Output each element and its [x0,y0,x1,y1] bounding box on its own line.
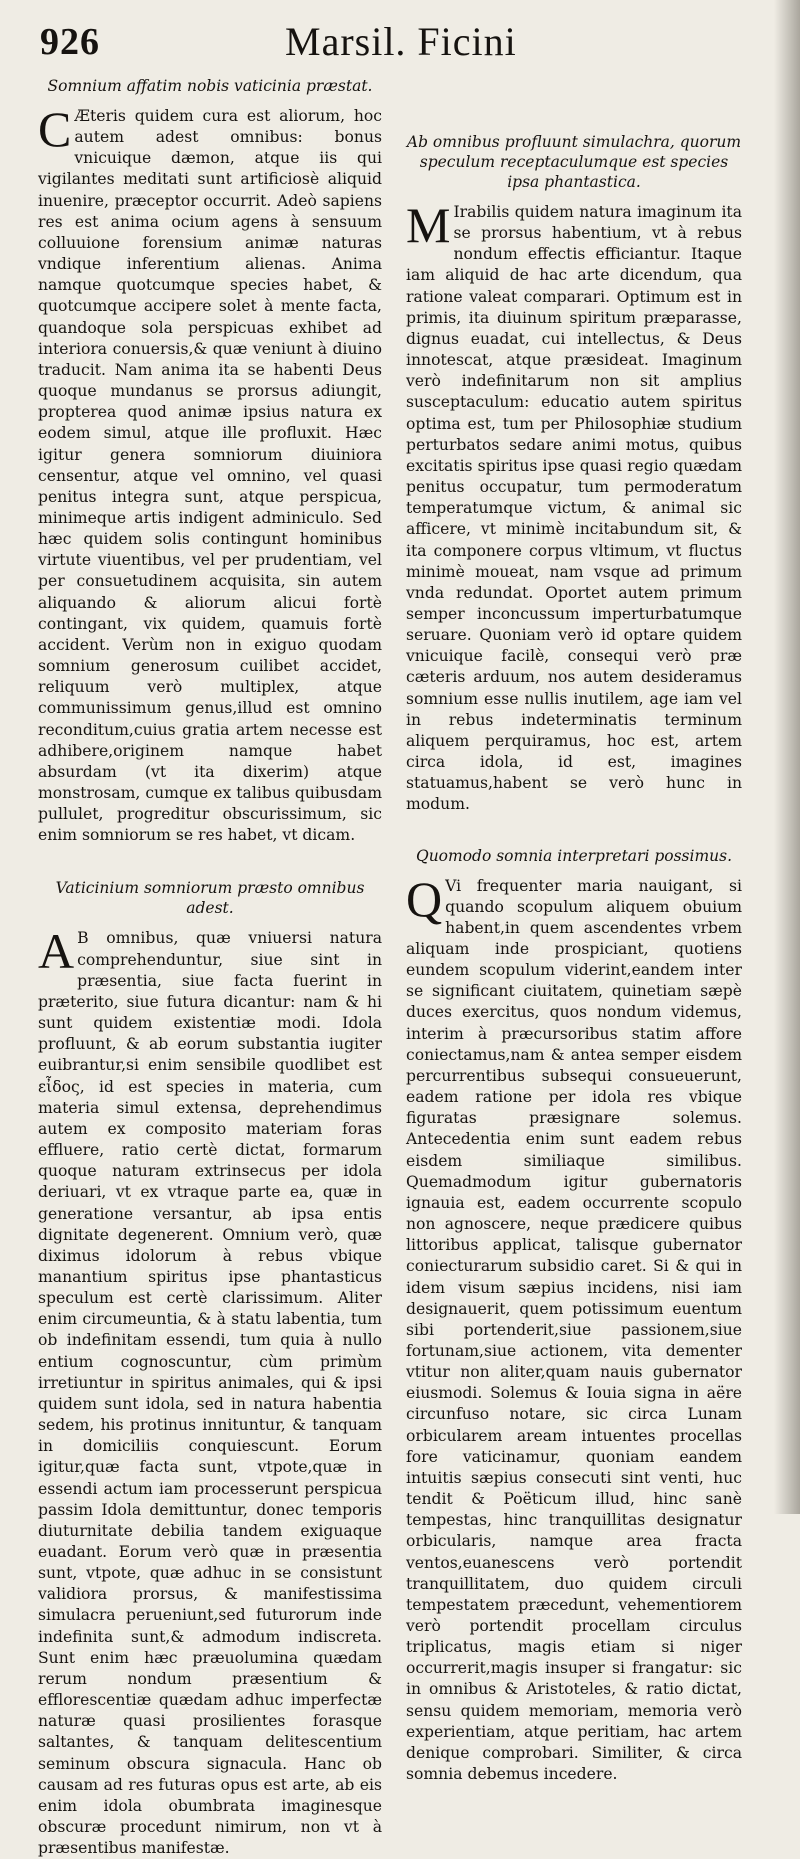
drop-cap-c: C [38,101,72,157]
section-title-3: Ab omnibus profluunt simulachra, quorum speculum receptaculumque est species ipsa phantastica. [406,133,742,191]
section-text-1 [38,101,382,846]
section-text-4 [406,870,742,1786]
left-column [38,72,382,1859]
drop-cap-a: A [38,923,75,980]
right-column [406,128,742,1785]
section-body-3: Irabilis quidem natura imaginum ita se prorsus habentium, vt à rebus nondum effectis efficiantur. Itaque iam aliquid de hac arte dicendum, qua ratione valeat comparari. Optimum est in primis, ita diuinum spiritum præparasse, dignus euadat, cui intellectus, & Deus innotescat, atque præsideat. Imaginum verò indefinitarum non sit amplius susceptaculum: educatio autem spiritus optima est, tum per Philosophiæ studium perturbatos sedare animi motus, quibus excitatis spiritus ipse quasi regio quædam penitus occupatur, tum permoderatum temperatumque victum, & animal sic afficere, vt minimè incitabundum sit, & ita componere corpus vltimum, vt fluctus minimè moueat, nam vsque ad primum vnda redundat. Oportet autem primum semper inconcussum imperturbatumque seruare. Quoniam verò id optare quidem vnicuique facilè, consequi verò præ cæteris arduum, nos autem desideramus somnium esse nullis inutilem, age iam vel in rebus indeterminatis terminum aliquem perquiramus, hoc est, artem circa idola, id est, imagines statuamus,habent se verò hunc in modum. [406,203,742,814]
running-title: Marsil. Ficini [285,19,517,64]
section-body-1: Æteris quidem cura est aliorum, hoc autem adest omnibus: bonus vnicuique dæmon, atque iis qui vigilantes meditati sunt artificiosè aliquid inuenire, præceptor occurrit. Adeò sapiens res est anima ocium agens à sensuum colluuione forensium animæ naturas vndique inferentium alienas. Anima namque quotcumque species habet, & quotcumque accipere solet à mente facta, quandoque sola perspicuas exhibet ad interiora conuersis,& quæ veniunt à diuino traducit. Nam anima ita se habenti Deus quoque mundanus se prorsus adiungit, propterea quod animæ ipsius natura ex eodem simul, atque ille profluxit. Hæc igitur genera somniorum diuiniora censentur, atque vel omnino, vel quasi penitus integra sunt, atque perspicua, minimeque artis indigent adminiculo. Sed hæc quidem solis contingunt hominibus virtute viuentibus, vel per prudentiam, vel per consuetudinem acquisita, sin autem aliquando & aliorum alicui fortè contingant, vix quidem, quamuis fortè accident. Verùm non in exiguo quodam somnium generosum cuilibet accidet, reliquum verò multiplex, atque communissimum genus,illud est omnino reconditum,cuius gratia artem necesse est adhibere,originem namque habet absurdam (vt ita dixerim) atque monstrosam, cumque ex talibus quibusdam pullulet, progreditur obscurissimum, sic enim somniorum se res habet, vt dicam. [38,107,382,845]
section-body-2: B omnibus, quæ vniuersi natura comprehenduntur, siue sint in præsentia, siue facta fuerint in præterito, siue futura dicantur: nam & hi sunt quidem existentiæ modi. Idola profluunt, & ab eorum substantia iugiter euibrantur,si enim sensibile quodlibet est εἶδος, id est species in materia, cum materia simul extensa, deprehendimus autem ex composito materiam foras effluere, ratio certè dictat, formarum quoque naturam extrinsecus per idola deriuari, vt ex vtraque parte ea, quæ in generatione versantur, ab ipsa entis dignitate degenerent. Omnium verò, quæ diximus idolorum à rebus vbique manantium spiritus ipse phantasticus speculum est certè clarissimum. Aliter enim circumeuntia, & à statu labentia, tum ob indefinitam essendi, tum quia à nullo entium cognoscuntur, cùm primùm irretiuntur in spiritus animales, qui & ipsi quidem sunt idola, sed in natura habentia sedem, his protinus innituntur, & tanquam in domiciliis conquiescunt. Eorum igitur,quæ facta sunt, vtpote,quæ in essendi actum iam processerunt perspicua passim Idola demittuntur, donec temporis diuturnitate debilia tandem exiguaque euadant. Eorum verò quæ in præsentia sunt, vtpote, quæ adhuc in se consistunt validiora prorsus, & manifestissima simulacra perueniunt,sed futurorum inde indefinita sunt,& admodum indiscreta. Sunt enim hæc præuolumina quædam rerum nondum præsentium & efflorescentiæ quædam adhuc imperfectæ naturæ quasi prosilientes forasque saltantes, & tanquam delitescentium seminum obscura signacula. Hanc ob causam ad res futuras opus est arte, ab eis enim idola obumbrata imaginesque obscuræ procedunt nimirum, non vt à præsentibus manifestæ. [38,929,382,1858]
drop-cap-m: M [406,197,451,253]
section-title-2: Vaticinium somniorum præsto omnibus adest. [55,879,365,918]
section-text-2 [38,923,382,1859]
section-title-4: Quomodo somnia interpretari possimus. [415,846,733,865]
section-title-1: Somnium affatim nobis vaticinia præstat. [47,77,373,95]
drop-cap-q: Q [406,870,443,927]
page-number: 926 [40,21,100,63]
section-body-4: Vi frequenter maria nauigant, si quando scopulum aliquem obuium habent,in quem ascendentes vrbem aliquam inde prospiciant, quotiens eundem scopulum viderint,eandem inter se significant ciuitatem, quinetiam sæpè duces exercitus, quos nondum videmus, interim à præcursoribus statim affore coniectamus,nam & antea semper eisdem percurrentibus subsequi consueuerunt, eadem ratione per idola res vbique figuratas præsignare solemus. Antecedentia enim sunt eadem rebus eisdem similiaque similibus. Quemadmodum igitur gubernatoris ignauia est, eadem occurrente scopulo non agnoscere, neque prædicere quibus littoribus applicat, talisque gubernator coniecturarum subsidio caret. Si & qui in idem visum sæpius incidens, nisi iam designauerit, quem potissimum euentum sibi portenderit,siue passionem,siue fortunam,siue actionem, vita dementer vtitur non aliter,quam nauis gubernator eiusmodi. Solemus & Iouia signa in aëre circunfuso notare, sic circa Lunam orbicularem aream intuentes procellas fore vaticinamur, quoniam eandem intuitis sæpius consecuti sint venti, huc tendit & Poëticum illud, hinc sanè tempestas, hinc tranquillitas designatur orbicularis, namque area fracta ventos,euanescens verò portendit tranquillitatem, duo quidem circuli tempestatem præcedunt, vehementiorem verò portendit procellam circulus triplicatus, magis etiam si niger occurrerit,magis insuper si frangatur: sic in omnibus & Aristoteles, & ratio dictat, sensu quidem memoriam, memoria verò experientiam, atque peritiam, hac artem denique comprobari. Similiter, & circa somnia debemus incedere. [406,876,742,1784]
page-edge-shadow [774,0,800,1514]
section-text-3 [406,197,742,816]
